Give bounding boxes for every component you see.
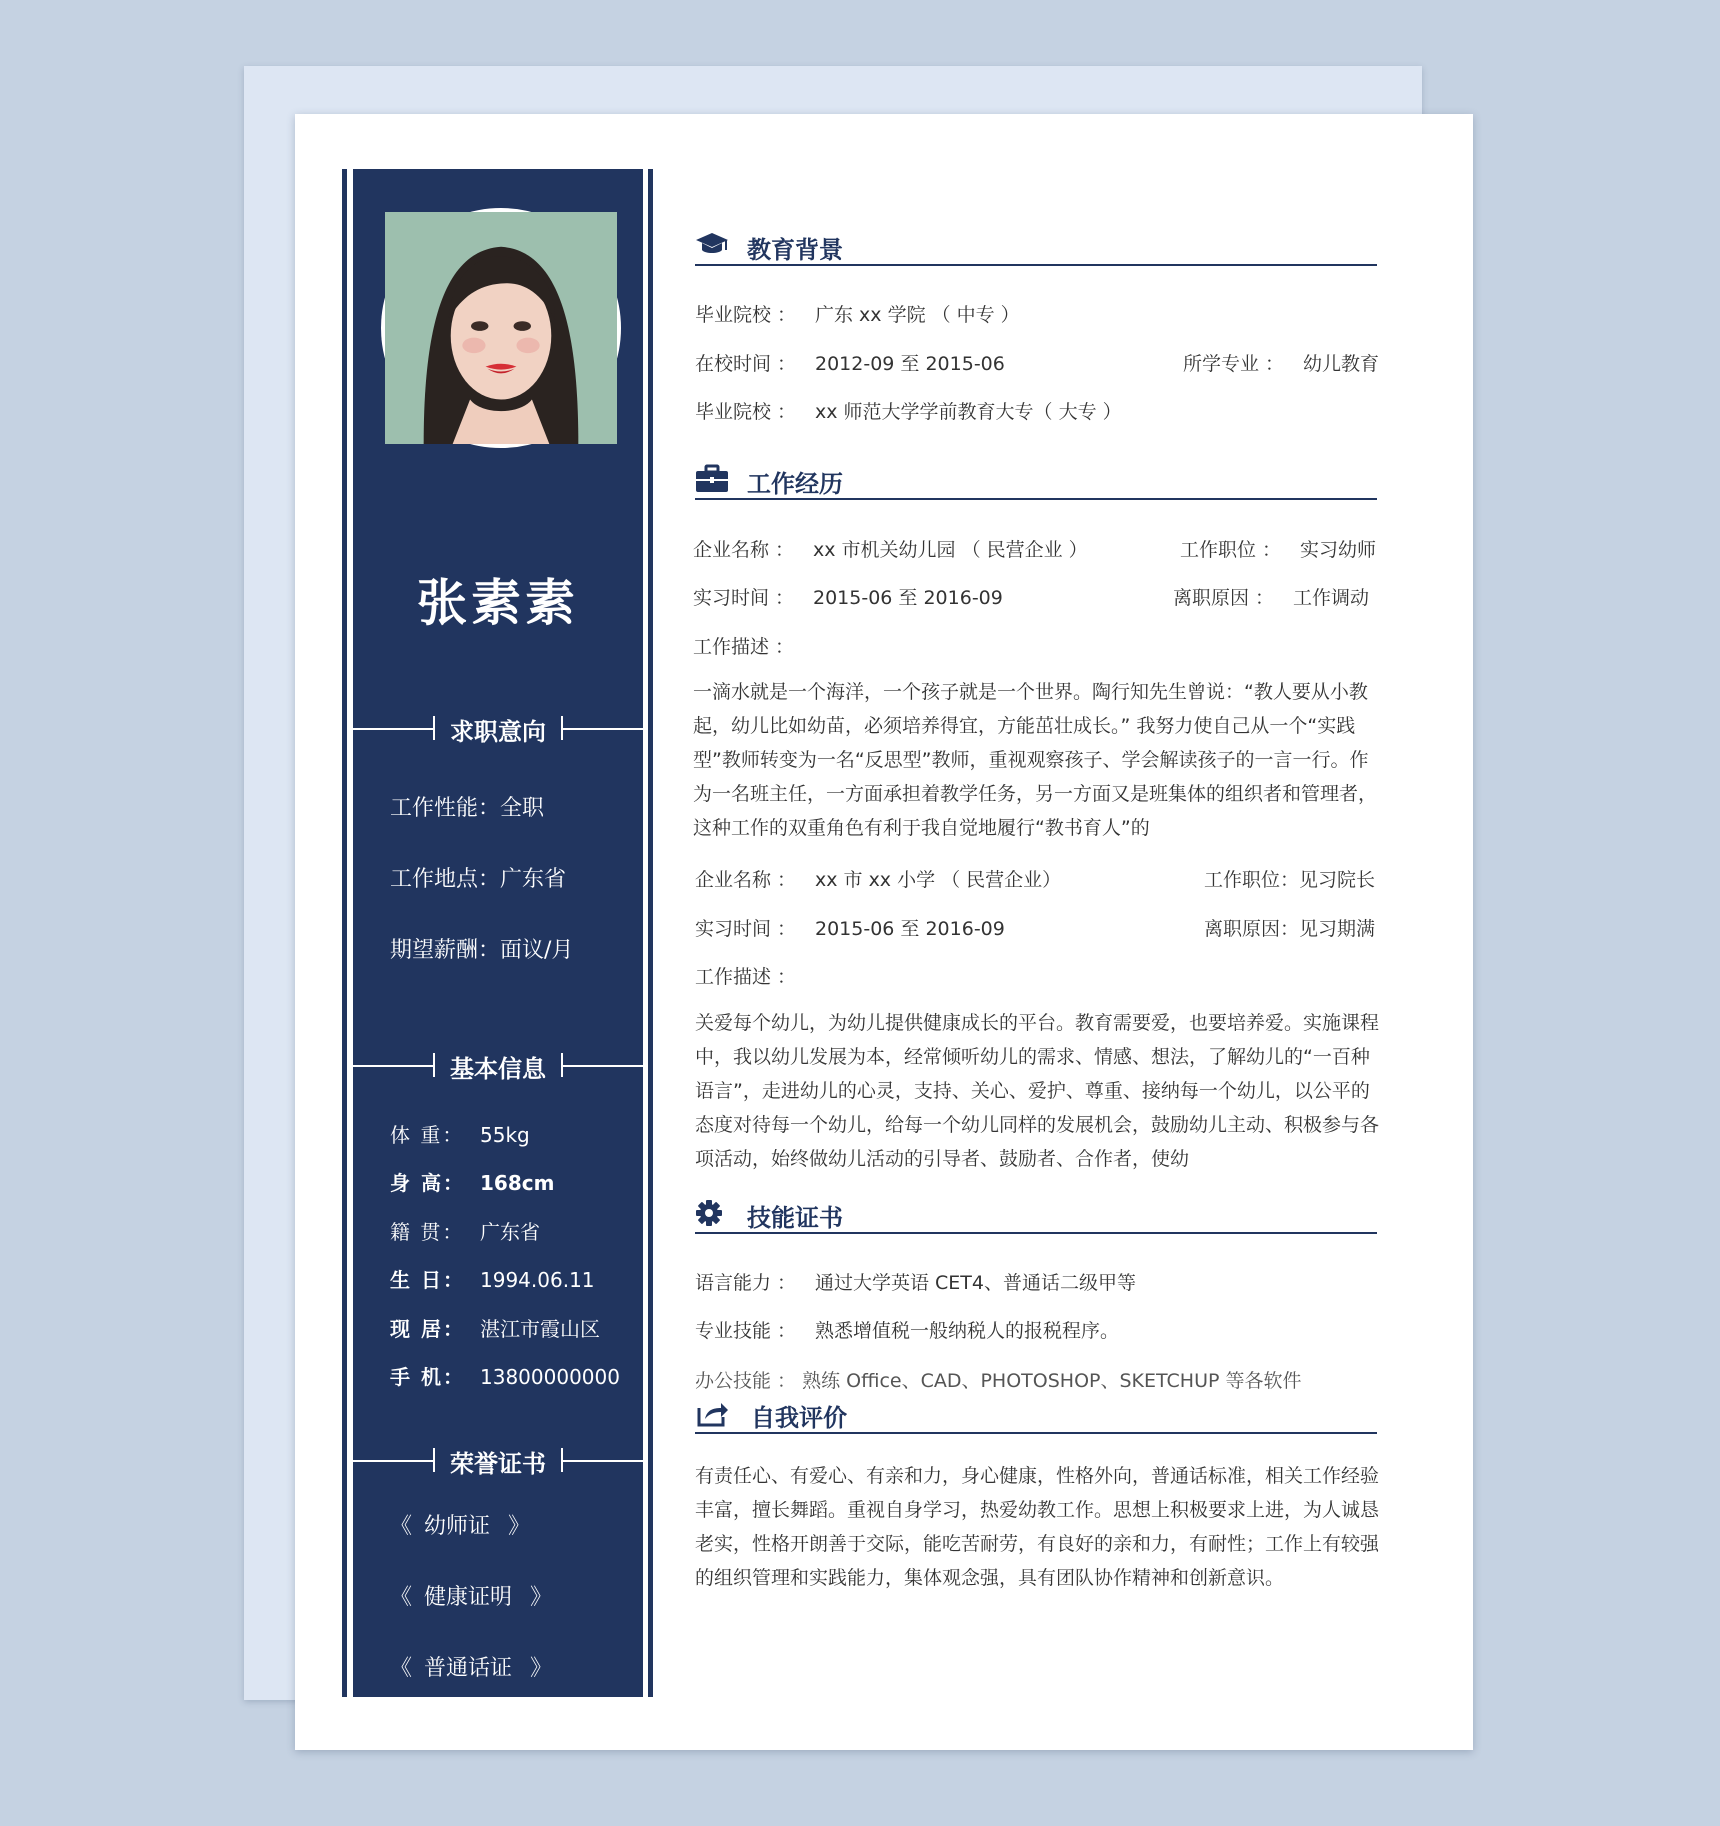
intent-item: 期望薪酬：面议/月 bbox=[390, 938, 574, 963]
work-heading-title: 工作经历 bbox=[747, 470, 843, 498]
section-skills-heading bbox=[695, 1196, 1377, 1232]
intent-item: 工作地点：广东省 bbox=[390, 867, 567, 892]
education-heading-title: 教育背景 bbox=[747, 236, 843, 264]
honors-heading-label: 荣誉证书 bbox=[450, 1450, 546, 1478]
honor-item: 《 健康证明 》 bbox=[390, 1585, 553, 1610]
job2-position: 工作职位：见习院长 bbox=[1204, 869, 1376, 891]
education-time: 在校时间 ： 2012-09 至 2015-06 bbox=[695, 353, 1005, 375]
section-education-heading bbox=[695, 228, 1377, 264]
job2-reason: 离职原因：见习期满 bbox=[1204, 918, 1376, 940]
info-row-weight: 体 重： 55kg bbox=[390, 1123, 530, 1147]
education-school1: 毕业院校 ： 广东 xx 学院 （ 中专 ） bbox=[695, 304, 1020, 326]
skills-heading-title: 技能证书 bbox=[747, 1204, 843, 1232]
skill-office-clipped: 办公技能 ： 熟练 Office、CAD、PHOTOSHOP、SKETCHUP 等各软件 bbox=[695, 1370, 1302, 1392]
honor-item: 《 幼师证 》 bbox=[390, 1514, 531, 1539]
skill-professional: 专业技能 ： 熟悉增值税一般纳税人的报税程序。 bbox=[695, 1320, 1120, 1342]
section-intent-heading bbox=[353, 708, 643, 748]
section-honors-heading bbox=[353, 1440, 643, 1480]
job1-description: 一滴水就是一个海洋，一个孩子就是一个世界。陶行知先生曾说：“教人要从小教起，幼儿比如幼苗，必须培养得宜，方能茁壮成长。” 我努力使自己从一个“实践型”教师转变为一名“反思型”教师，重视观察孩子、学会解读孩子的一言一行。作为一名班主任，一方面承担着教学任务，另一方面又是班集体的组织者和管理者，这种工作的双重角色有利于我自觉地履行“教书育人”的 bbox=[693, 681, 1378, 839]
job2-desc-label: 工作描述 ： bbox=[695, 966, 797, 988]
info-row-residence: 现 居： 湛江市霞山区 bbox=[390, 1317, 600, 1341]
sidebar bbox=[353, 169, 643, 1697]
graduation-cap-icon bbox=[695, 230, 729, 260]
job1-position: 工作职位 ： 实习幼师 bbox=[1180, 539, 1377, 561]
section-work-heading bbox=[695, 462, 1377, 498]
skill-language: 语言能力 ： 通过大学英语 CET4、普通话二级甲等 bbox=[695, 1272, 1137, 1294]
gear-icon bbox=[695, 1198, 729, 1228]
intent-item: 工作性能：全职 bbox=[390, 796, 545, 821]
share-icon bbox=[695, 1398, 729, 1428]
job2-description: 关爱每个幼儿，为幼儿提供健康成长的平台。教育需要爱，也要培养爱。实施课程中，我以幼儿发展为本，经常倾听幼儿的需求、情感、想法，了解幼儿的“一百种语言”，走进幼儿的心灵，支持、关心、爱护、尊重、接纳每一个幼儿，以公平的态度对待每一个幼儿，给每一个幼儿同样的发展机会，鼓励幼儿主动、积极参与各项活动，始终做幼儿活动的引导者、鼓励者、合作者，使幼 bbox=[695, 1012, 1380, 1170]
info-row-birthday: 生 日： 1994.06.11 bbox=[390, 1268, 595, 1292]
intent-heading-label: 求职意向 bbox=[450, 718, 546, 746]
avatar bbox=[381, 208, 621, 448]
sidebar-rail-left bbox=[342, 169, 347, 1697]
section-basic-heading bbox=[353, 1045, 643, 1085]
job2-company: 企业名称 ： xx 市 xx 小学 （ 民营企业） bbox=[695, 869, 1062, 891]
section-self-eval-heading bbox=[695, 1396, 1377, 1432]
job1-desc-label: 工作描述 ： bbox=[693, 636, 795, 658]
job1-company: 企业名称 ： xx 市机关幼儿园 （ 民营企业 ） bbox=[693, 539, 1088, 561]
self-eval-text: 有责任心、有爱心、有亲和力，身心健康，性格外向，普通话标准，相关工作经验丰富，擅长舞蹈。重视自身学习，热爱幼教工作。思想上积极要求上进，为人诚恳老实，性格开朗善于交际，能吃苦耐劳，有良好的亲和力，有耐性；工作上有较强的组织管理和实践能力，集体观念强，具有团队协作精神和创新意识。 bbox=[695, 1465, 1380, 1589]
education-school2: 毕业院校 ： xx 师范大学学前教育大专（ 大专 ） bbox=[695, 401, 1122, 423]
candidate-name: 张素素 bbox=[417, 574, 579, 632]
self-eval-heading-title: 自我评价 bbox=[751, 1404, 847, 1432]
info-row-phone: 手 机： 13800000000 bbox=[390, 1365, 620, 1389]
briefcase-icon bbox=[695, 464, 729, 494]
sidebar-rail-right bbox=[648, 169, 653, 1697]
honor-item: 《 普通话证 》 bbox=[390, 1656, 553, 1681]
job1-time: 实习时间 ： 2015-06 至 2016-09 bbox=[693, 587, 1003, 609]
job1-reason: 离职原因 ： 工作调动 bbox=[1173, 587, 1370, 609]
avatar-portrait bbox=[385, 212, 617, 444]
job2-time: 实习时间 ： 2015-06 至 2016-09 bbox=[695, 918, 1005, 940]
education-major: 所学专业 ： 幼儿教育 bbox=[1183, 353, 1380, 375]
info-row-hometown: 籍 贯： 广东省 bbox=[390, 1220, 540, 1244]
basic-heading-label: 基本信息 bbox=[450, 1055, 546, 1083]
resume-page bbox=[295, 114, 1473, 1750]
info-row-height: 身 高： 168cm bbox=[390, 1171, 555, 1195]
main-content bbox=[695, 114, 1395, 1750]
